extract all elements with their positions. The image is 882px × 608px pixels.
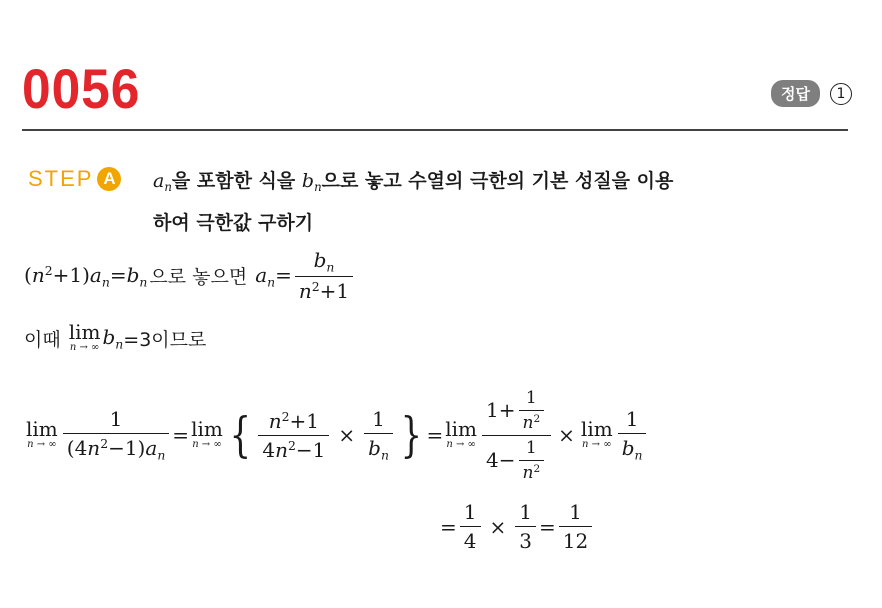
equation-line-3: lim n → ∞ $\frac{1}{(4n^2-1)a_n}$ = lim n → ∞ { $\frac{n^2+1}{4n^2-1}$ × $\frac{1}{b_n}$ } = lim n → ∞ 1+ $\frac{1}{n^2}$ 4− $\frac{1}{n^2}$ × lim n → ∞ $\frac{1}{b_n}$ bbox=[24, 370, 649, 500]
math-a-n: $a_n$ bbox=[153, 170, 172, 195]
step-word: STEP bbox=[28, 166, 94, 191]
left-brace-icon: { bbox=[229, 407, 251, 463]
limit-operator: lim n → ∞ bbox=[445, 417, 478, 450]
step-heading-part3: 하여 극한값 구하기 bbox=[153, 212, 314, 235]
fraction: $\frac{b_n}{n^2+1}$ bbox=[295, 248, 353, 303]
math-expr: $b_n$ bbox=[102, 324, 124, 352]
problem-number: 0056 bbox=[22, 57, 141, 120]
step-heading bbox=[153, 163, 843, 241]
compound-fraction: 1+ $\frac{1}{n^2}$ 4− $\frac{1}{n^2}$ bbox=[482, 388, 551, 483]
fraction: $\frac{1}{4}$ bbox=[460, 500, 481, 553]
step-heading-part1: 을 포함한 식을 bbox=[171, 170, 296, 192]
math-b-n: $b_n$ bbox=[301, 170, 322, 195]
fraction: $\frac{n^2+1}{4n^2-1}$ bbox=[258, 409, 329, 462]
fraction: $\frac{1}{b_n}$ bbox=[364, 407, 393, 462]
header-divider bbox=[22, 129, 848, 131]
step-heading-part2: 으로 놓고 수열의 극한의 기본 성질을 이용 bbox=[321, 170, 674, 192]
answer-badge: 정답 bbox=[771, 80, 820, 107]
line2-suffix: =3이므로 bbox=[123, 328, 207, 351]
line1-text: 으로 놓으면 bbox=[149, 266, 248, 289]
limit-operator: lim n → ∞ bbox=[580, 417, 613, 450]
answer-group bbox=[771, 80, 852, 107]
equation-line-1 bbox=[24, 248, 356, 303]
right-brace-icon: } bbox=[400, 407, 422, 463]
fraction: $\frac{1}{(4n^2-1)a_n}$ bbox=[63, 407, 170, 462]
limit-operator: lim n → ∞ bbox=[191, 417, 223, 450]
limit-operator: lim n → ∞ bbox=[68, 320, 101, 353]
step-label bbox=[28, 166, 121, 192]
math-expr: $(n^2+1)a_n=b_n$ bbox=[24, 262, 148, 289]
math-expr: $a_n=$ bbox=[255, 262, 292, 289]
fraction: $\frac{1}{b_n}$ bbox=[618, 407, 647, 462]
equation-line-4: = $\frac{1}{4}$ × $\frac{1}{3}$ = $\frac{1}{12}$ bbox=[440, 500, 595, 553]
limit-operator: lim n → ∞ bbox=[26, 417, 58, 450]
line2-prefix: 이때 bbox=[24, 328, 61, 351]
answer-value: 1 bbox=[830, 83, 852, 105]
step-badge: A bbox=[97, 167, 121, 191]
fraction: $\frac{1}{3}$ bbox=[515, 500, 536, 553]
fraction: $\frac{1}{12}$ bbox=[559, 500, 592, 553]
equation-line-2 bbox=[24, 322, 206, 354]
